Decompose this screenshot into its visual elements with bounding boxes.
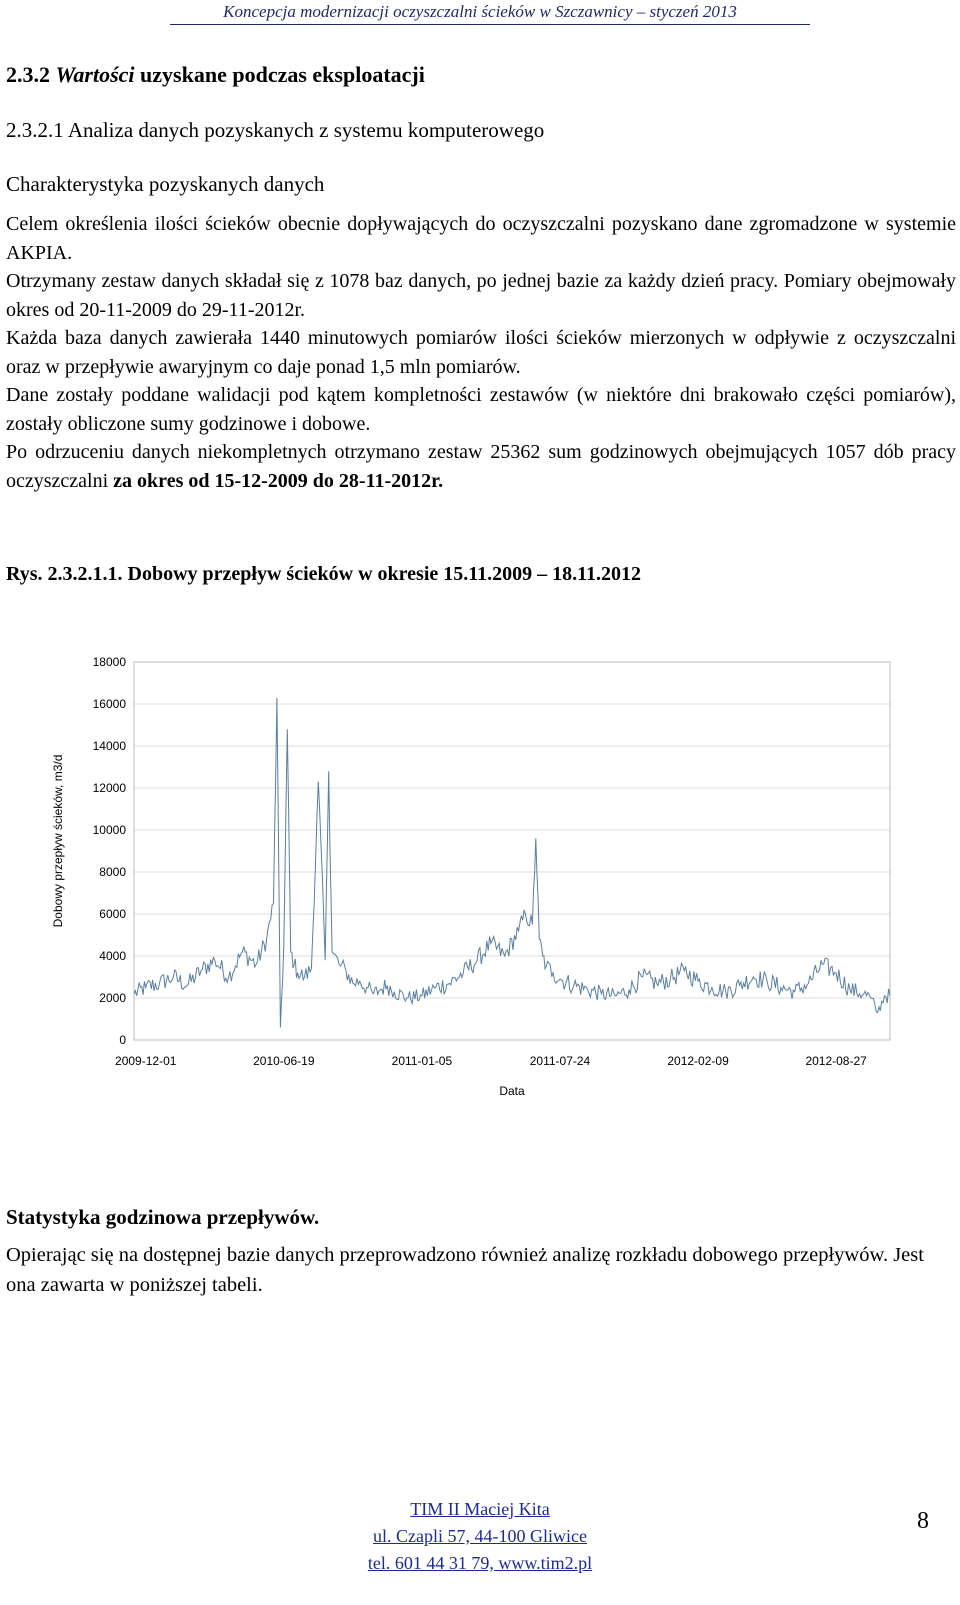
- y-tick-label: 18000: [92, 655, 126, 669]
- series-line: [134, 698, 890, 1028]
- statistics-title: Statystyka godzinowa przepływów.: [6, 1205, 320, 1229]
- y-tick-label: 0: [119, 1033, 126, 1047]
- paragraph-1: Celem określenia ilości ścieków obecnie dopływających do oczyszczalni pozyskano dane zgromadzone w systemie AKPIA.: [6, 213, 956, 264]
- y-tick-label: 14000: [92, 739, 126, 753]
- footer-address: ul. Czapli 57, 44-100 Gliwice: [373, 1526, 587, 1546]
- flow-chart: [40, 640, 920, 1110]
- footer-company: TIM II Maciej Kita: [410, 1499, 550, 1519]
- page-footer: [0, 1496, 960, 1577]
- x-tick-label: 2012-02-09: [667, 1054, 729, 1068]
- header-title: Koncepcja modernizacji oczyszczalni ścieków w Szczawnicy – styczeń 2013: [223, 2, 737, 21]
- figure-caption: Rys. 2.3.2.1.1. Dobowy przepływ ścieków w okresie 15.11.2009 – 18.11.2012: [6, 563, 642, 585]
- y-tick-label: 4000: [99, 949, 126, 963]
- x-tick-label: 2012-08-27: [805, 1054, 867, 1068]
- paragraph-4: Dane zostały poddane walidacji pod kątem kompletności zestawów (w niektóre dni brakowało części pomiarów), zostały obliczone sumy godzinowe i dobowe.: [6, 384, 956, 435]
- y-axis-ticks: [93, 655, 127, 1047]
- y-tick-label: 10000: [92, 823, 126, 837]
- section-title-rest: uzyskane podczas eksploatacji: [140, 62, 425, 87]
- page-number: 8: [917, 1508, 929, 1534]
- y-tick-label: 2000: [99, 991, 126, 1005]
- statistics-text: Opierając się na dostępnej bazie danych przeprowadzono również analizę rozkładu dobowego przepływów. Jest ona zawarta w poniższej tabeli.: [6, 1244, 924, 1296]
- paragraph-5-bold: za okres od 15-12-2009 do 28-11-2012r.: [113, 469, 444, 492]
- paragraph-3: Każda baza danych zawierała 1440 minutowych pomiarów ilości ścieków mierzonych w odpływie z oczyszczalni oraz w przepływie awaryjnym co daje ponad 1,5 mln pomiarów.: [6, 327, 956, 378]
- paragraph-2: Otrzymany zestaw danych składał się z 1078 baz danych, po jednej bazie za każdy dzień pracy. Pomiary obejmowały okres od 20-11-2009 do 29-11-2012r.: [6, 270, 956, 321]
- y-tick-label: 6000: [99, 907, 126, 921]
- x-tick-label: 2011-01-05: [391, 1054, 453, 1068]
- plot-frame: [134, 662, 890, 1040]
- section-number: 2.3.2: [6, 62, 50, 87]
- paragraph-5: [6, 438, 956, 495]
- paragraph-5-start: Po odrzuceniu danych niekompletnych otrzymano zestaw 25362 sum godzinowych obejmujących 1057 dób pracy oczyszczalni: [6, 441, 956, 492]
- intro-paragraphs: [6, 210, 956, 495]
- x-tick-label: 2011-07-24: [529, 1054, 591, 1068]
- x-axis-label: Data: [499, 1084, 525, 1098]
- chart-grid: [134, 662, 890, 1040]
- subheading: Charakterystyka pozyskanych danych: [6, 172, 325, 196]
- y-tick-label: 8000: [99, 865, 126, 879]
- header-rule: [170, 24, 810, 25]
- x-axis-ticks: [115, 1054, 867, 1068]
- y-axis-label: Dobowy przepływ ścieków, m3/d: [51, 754, 65, 928]
- y-tick-label: 12000: [92, 781, 126, 795]
- page-header: [0, 2, 960, 26]
- subsection-heading: 2.3.2.1 Analiza danych pozyskanych z systemu komputerowego: [6, 118, 545, 142]
- section-heading: [6, 62, 425, 88]
- x-tick-label: 2009-12-01: [115, 1054, 177, 1068]
- y-tick-label: 16000: [92, 697, 126, 711]
- x-tick-label: 2010-06-19: [253, 1054, 315, 1068]
- section-title-italic: Wartości: [55, 62, 135, 87]
- footer-contact: tel. 601 44 31 79, www.tim2.pl: [367, 1553, 593, 1573]
